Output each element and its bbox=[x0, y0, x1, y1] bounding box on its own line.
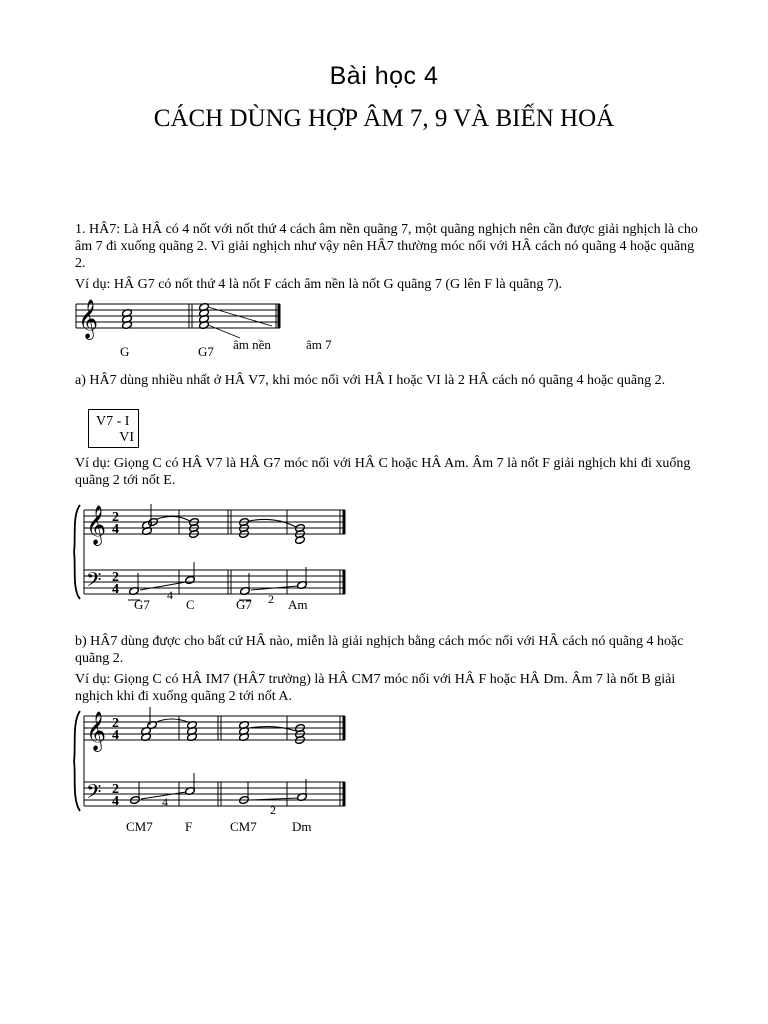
time-sig-bottom: 4 bbox=[112, 728, 119, 743]
fig3-interval-1: 4 bbox=[162, 795, 168, 809]
time-sig-bottom: 4 bbox=[112, 522, 119, 537]
fig2-interval-2: 2 bbox=[268, 592, 274, 606]
fig3-label-2: F bbox=[185, 819, 193, 834]
bass-clef-icon: 𝄢 bbox=[86, 780, 102, 808]
time-sig-top: 2 bbox=[112, 716, 119, 731]
fig3-label-4: Dm bbox=[292, 819, 312, 834]
section-b-example: Ví dụ: Giọng C có HÂ IM7 (HÂ7 trưởng) là HÂ CM7 móc nối với HÂ F hoặc HÂ Dm. Âm 7 là nốt B giải nghịch khi đi xuống quãng 2 tới nốt A. bbox=[75, 672, 676, 704]
fig2-interval-1: 4 bbox=[167, 588, 173, 602]
time-sig-bottom: 4 bbox=[112, 794, 119, 809]
time-sig-top: 2 bbox=[112, 782, 119, 797]
time-sig-bottom: 4 bbox=[112, 582, 119, 597]
bass-clef-icon: 𝄢 bbox=[86, 568, 102, 596]
fig1-label-seventh: âm 7 bbox=[306, 337, 332, 352]
fig2-label-2: C bbox=[186, 597, 195, 612]
fig1-label-g: G bbox=[120, 344, 130, 359]
treble-clef-icon: 𝄞 bbox=[78, 299, 99, 339]
fig3-label-3: CM7 bbox=[230, 819, 257, 834]
time-sig-top: 2 bbox=[112, 510, 119, 525]
section1-intro: 1. HÂ7: Là HÂ có 4 nốt với nốt thứ 4 cách âm nền quãng 7, một quãng nghịch nên cần được giải nghịch là cho âm 7 đi xuống quãng 2. Vì giải nghịch như vậy nên HÂ7 thường móc nối với HÂ cách nó quãng 4 hoặc quãng 2. bbox=[75, 222, 698, 271]
section-a-text: a) HÂ7 dùng nhiều nhất ở HÂ V7, khi móc nối với HÂ I hoặc VI là 2 HÂ cách nó quãng 4 hoặc quãng 2. bbox=[75, 373, 666, 388]
progression-line1: V7 - I bbox=[96, 414, 130, 429]
fig1-label-root: âm nền bbox=[233, 337, 271, 352]
fig2-label-3: G7 bbox=[236, 597, 252, 612]
section-a-example: Ví dụ: Giọng C có HÂ V7 là HÂ G7 móc nối với HÂ C hoặc HÂ Am. Âm 7 là nốt F giải nghịch khi đi xuống quãng 2 tới nốt E. bbox=[75, 456, 691, 488]
section1-example: Ví dụ: HÂ G7 có nốt thứ 4 là nốt F cách âm nền là nốt G quãng 7 (G lên F là quãng 7). bbox=[75, 277, 562, 292]
fig3-interval-2: 2 bbox=[270, 803, 276, 817]
section-b-text: b) HÂ7 dùng được cho bất cứ HÂ nào, miễn là giải nghịch bằng cách móc nối với HÂ cách nó quãng 4 hoặc quãng 2. bbox=[75, 634, 684, 666]
treble-clef-icon: 𝄞 bbox=[86, 505, 107, 545]
fig3-label-1: CM7 bbox=[126, 819, 153, 834]
lesson-title: Bài học 4 bbox=[329, 62, 439, 90]
fig2-label-1: G7 bbox=[134, 597, 150, 612]
treble-clef-icon: 𝄞 bbox=[86, 711, 107, 751]
fig1-label-g7: G7 bbox=[198, 344, 214, 359]
lesson-subtitle: CÁCH DÙNG HỢP ÂM 7, 9 VÀ BIẾN HOÁ bbox=[153, 105, 615, 132]
progression-line2: VI bbox=[119, 430, 134, 445]
fig2-label-4: Am bbox=[288, 597, 308, 612]
time-sig-top: 2 bbox=[112, 570, 119, 585]
